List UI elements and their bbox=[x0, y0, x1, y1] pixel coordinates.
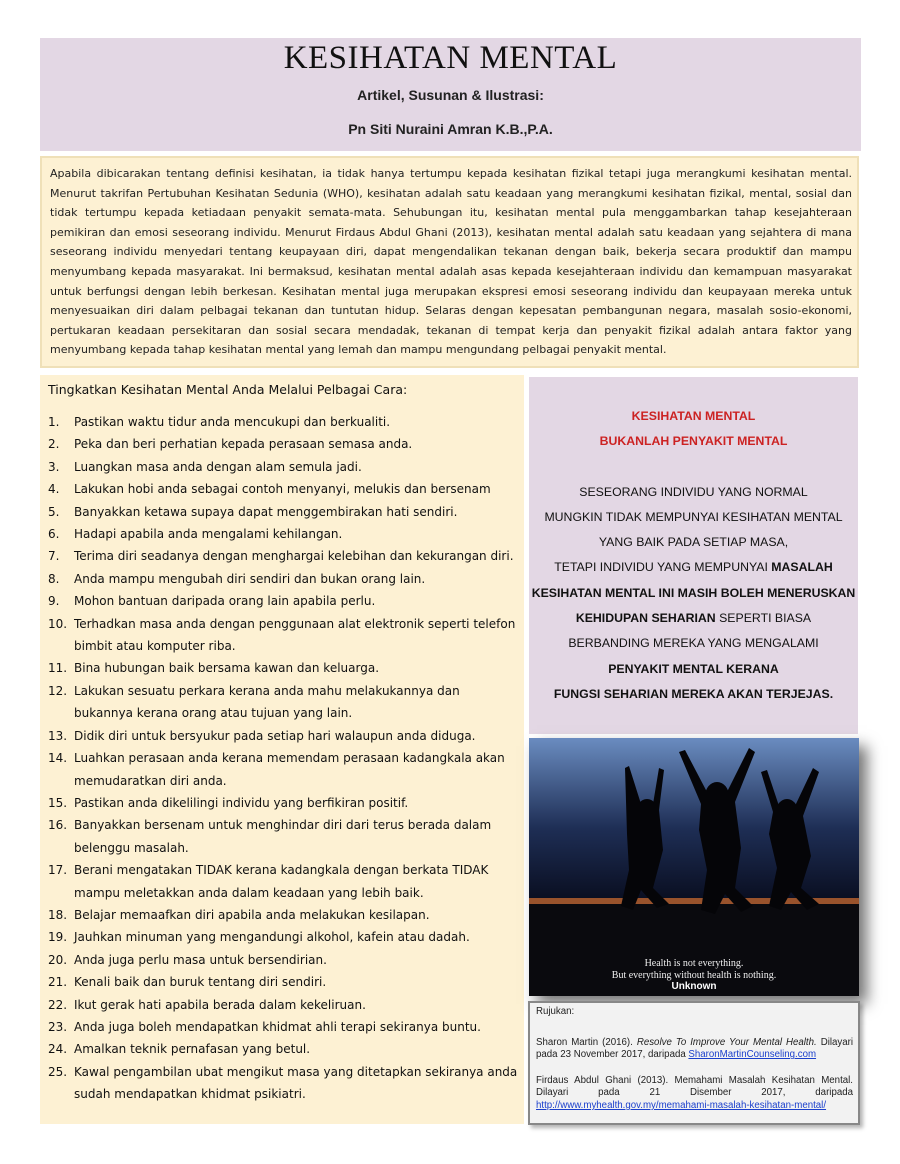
tip-number: 25. bbox=[48, 1064, 68, 1079]
callout-line-1: SESEORANG INDIVIDU YANG NORMAL bbox=[579, 484, 808, 499]
callout-line-5: KESIHATAN MENTAL INI MASIH BOLEH MENERUSKAN bbox=[531, 585, 856, 600]
tip-item bbox=[48, 411, 518, 433]
tip-item bbox=[48, 456, 518, 478]
tip-number: 24. bbox=[48, 1042, 68, 1057]
tip-text: Banyakkan ketawa supaya dapat menggembirakan hati sendiri. bbox=[74, 504, 458, 519]
tip-text: Amalkan teknik pernafasan yang betul. bbox=[74, 1042, 311, 1057]
tip-number: 15. bbox=[48, 795, 68, 810]
callout-line-6: KEHIDUPAN SEHARIAN SEPERTI BIASA bbox=[575, 611, 812, 626]
tip-number: 13. bbox=[48, 728, 68, 743]
tip-number: 9. bbox=[48, 594, 60, 609]
tip-item bbox=[48, 792, 518, 814]
quote-author: Unknown bbox=[671, 981, 717, 992]
tip-text: Ikut gerak hati apabila berada dalam kekeliruan. bbox=[74, 997, 366, 1012]
tip-text: Kenali baik dan buruk tentang diri sendiri. bbox=[74, 975, 327, 990]
tip-number: 23. bbox=[48, 1019, 68, 1034]
callout-red-line-1: KESIHATAN MENTAL bbox=[631, 409, 756, 423]
title-banner bbox=[40, 38, 861, 151]
tip-text: Anda mampu mengubah diri sendiri dan bukan orang lain. bbox=[74, 571, 426, 586]
tip-number: 22. bbox=[48, 997, 68, 1012]
tips-list bbox=[48, 411, 518, 1106]
tip-number: 21. bbox=[48, 975, 68, 990]
tip-number: 7. bbox=[48, 549, 60, 564]
reference-1: Sharon Martin (2016). Resolve To Improve Your Mental Health. Dilayari pada 23 November 2017, daripada SharonMartinCounseling.com bbox=[536, 1036, 853, 1061]
quote-line-2: But everything without health is nothing. bbox=[611, 970, 777, 981]
tip-text: Didik diri untuk bersyukur pada setiap hari walaupun anda diduga. bbox=[74, 728, 476, 743]
reference-2-link[interactable]: http://www.myhealth.gov.my/memahami-masalah-kesihatan-mental/ bbox=[536, 1099, 827, 1111]
tip-number: 6. bbox=[48, 527, 60, 542]
callout-red-line-2: BUKANLAH PENYAKIT MENTAL bbox=[599, 434, 788, 449]
tip-item bbox=[48, 1038, 518, 1060]
tip-item bbox=[48, 433, 518, 455]
tip-item bbox=[48, 926, 518, 948]
tip-item bbox=[48, 859, 518, 904]
tip-item bbox=[48, 680, 518, 725]
tip-number: 19. bbox=[48, 930, 68, 945]
tip-number: 2. bbox=[48, 437, 60, 452]
tip-number: 20. bbox=[48, 952, 68, 967]
tip-number: 8. bbox=[48, 571, 60, 586]
tip-item bbox=[48, 590, 518, 612]
tip-item bbox=[48, 971, 518, 993]
callout-line-2: MUNGKIN TIDAK MEMPUNYAI KESIHATAN MENTAL bbox=[544, 509, 843, 524]
reference-2: Firdaus Abdul Ghani (2013). Memahami Masalah Kesihatan Mental. Dilayari pada 21 Disember 2017, daripada http://www.myhealth.gov.my/memahami-masalah-kesihatan-mental/ bbox=[536, 1074, 853, 1111]
author-name: Pn Siti Nuraini Amran K.B.,P.A. bbox=[348, 121, 553, 137]
tip-item bbox=[48, 904, 518, 926]
tip-number: 3. bbox=[48, 459, 60, 474]
tip-text: Lakukan hobi anda sebagai contoh menyanyi, melukis dan bersenam bbox=[74, 482, 491, 497]
callout-line-9: FUNGSI SEHARIAN MEREKA AKAN TERJEJAS. bbox=[553, 686, 834, 701]
tip-text: Anda juga boleh mendapatkan khidmat ahli terapi sekiranya buntu. bbox=[74, 1019, 481, 1034]
tip-item bbox=[48, 501, 518, 523]
page-title: KESIHATAN MENTAL bbox=[283, 40, 618, 76]
tip-item bbox=[48, 747, 518, 792]
tip-text: Kawal pengambilan ubat mengikut masa yang ditetapkan sekiranya anda sudah mendapatkan khidmat psikiatri. bbox=[74, 1064, 518, 1102]
tip-number: 11. bbox=[48, 661, 68, 676]
tip-text: Terhadkan masa anda dengan penggunaan alat elektronik seperti telefon bimbit atau komputer riba. bbox=[74, 616, 516, 654]
tip-number: 18. bbox=[48, 907, 68, 922]
tip-item bbox=[48, 657, 518, 679]
reference-1-link[interactable]: SharonMartinCounseling.com bbox=[688, 1049, 817, 1061]
tip-text: Pastikan anda dikelilingi individu yang berfikiran positif. bbox=[74, 795, 409, 810]
tip-item bbox=[48, 545, 518, 567]
tip-item bbox=[48, 1016, 518, 1038]
quote-line-1: Health is not everything. bbox=[644, 958, 744, 969]
tip-item bbox=[48, 478, 518, 500]
intro-paragraph: Apabila dibicarakan tentang definisi kesihatan, ia tidak hanya tertumpu kepada kesihatan fizikal tetapi juga merangkumi kesihatan mental. Menurut takrifan Pertubuhan Kesihatan Sedunia (WHO), kesihatan adalah satu keadaan yang merangkumi kesihatan fizikal, mental, sosial dan tidak tertumpu kepada ketiadaan penyakit semata-mata. Sehubungan itu, kesihatan mental pula menggambarkan tahap kesejahteraan pemikiran dan emosi seseorang individu. Menurut Firdaus Abdul Ghani (2013), kesihatan mental adalah satu keadaan yang sejahtera di mana seseorang individu menyedari tentang keupayaan diri, dapat mengendalikan tekanan dengan baik, bekerja secara produktif dan mampu menyumbang kepada masyarakat. Ini bermaksud, kesihatan mental adalah asas kepada kesejahteraan individu dan kemampuan masyarakat untuk berfungsi dengan lebih berkesan. Kesihatan mental juga merupakan ekspresi emosi seseorang individu dan keupayaan mereka untuk menyesuaikan diri dalam pelbagai tekanan dan tuntutan hidup. Selaras dengan kepesatan pembangunan negara, masalah sosio-ekonomi, pertukaran keadaan persekitaran dan sosial secara mendadak, tekanan di tempat kerja dan penyakit fizikal adalah antara faktor yang menyumbang kepada tahap kesihatan mental yang lemah dan mampu mengundang pelbagai penyakit mental. bbox=[40, 156, 859, 368]
tip-number: 1. bbox=[48, 415, 60, 429]
tips-panel bbox=[40, 375, 524, 1124]
tip-text: Hadapi apabila anda mengalami kehilangan. bbox=[74, 527, 343, 542]
tip-item bbox=[48, 814, 518, 859]
callout-box bbox=[529, 377, 858, 734]
tip-number: 17. bbox=[48, 863, 68, 878]
tip-text: Luangkan masa anda dengan alam semula jadi. bbox=[74, 459, 362, 474]
tip-item bbox=[48, 613, 518, 658]
callout-line-8: PENYAKIT MENTAL KERANA bbox=[608, 661, 779, 676]
tip-text: Pastikan waktu tidur anda mencukupi dan berkualiti. bbox=[74, 415, 391, 429]
tip-text: Anda juga perlu masa untuk bersendirian. bbox=[74, 952, 327, 967]
tip-text: Banyakkan bersenam untuk menghindar diri dari terus berada dalam belenggu masalah. bbox=[74, 818, 492, 855]
tip-number: 5. bbox=[48, 504, 60, 519]
tip-number: 16. bbox=[48, 818, 68, 833]
tip-item bbox=[48, 949, 518, 971]
tip-item bbox=[48, 1061, 518, 1106]
tip-text: Peka dan beri perhatian kepada perasaan semasa anda. bbox=[74, 437, 413, 452]
tip-number: 10. bbox=[48, 616, 68, 631]
callout-line-7: BERBANDING MEREKA YANG MENGALAMI bbox=[568, 636, 819, 651]
tip-text: Bina hubungan baik bersama kawan dan keluarga. bbox=[74, 661, 380, 676]
references-title: Rujukan: bbox=[536, 1006, 575, 1017]
tip-number: 12. bbox=[48, 683, 68, 698]
byline-label: Artikel, Susunan & Ilustrasi: bbox=[357, 87, 544, 103]
tip-text: Terima diri seadanya dengan menghargai kelebihan dan kekurangan diri. bbox=[74, 549, 514, 564]
tips-heading: Tingkatkan Kesihatan Mental Anda Melalui Pelbagai Cara: bbox=[48, 382, 408, 397]
callout-line-4: TETAPI INDIVIDU YANG MEMPUNYAI MASALAH bbox=[554, 560, 833, 575]
tip-text: Jauhkan minuman yang mengandungi alkohol, kafein atau dadah. bbox=[74, 930, 470, 945]
tip-text: Berani mengatakan TIDAK kerana kadangkala dengan berkata TIDAK mampu meletakkan anda dalam keadaan yang lebih baik. bbox=[74, 863, 489, 900]
tip-text: Mohon bantuan daripada orang lain apabila perlu. bbox=[74, 594, 376, 609]
silhouette-photo bbox=[529, 738, 859, 996]
tip-item bbox=[48, 994, 518, 1016]
tip-text: Belajar memaafkan diri apabila anda melakukan kesilapan. bbox=[74, 907, 430, 922]
tip-number: 14. bbox=[48, 751, 68, 766]
tip-item bbox=[48, 523, 518, 545]
tip-item bbox=[48, 568, 518, 590]
tip-item bbox=[48, 725, 518, 747]
references-box bbox=[528, 1001, 860, 1125]
callout-line-3: YANG BAIK PADA SETIAP MASA, bbox=[598, 535, 789, 550]
tip-text: Lakukan sesuatu perkara kerana anda mahu melakukannya dan bukannya kerana orang atau tujuan yang lain. bbox=[74, 683, 460, 721]
tip-text: Luahkan perasaan anda kerana memendam perasaan kadangkala akan memudaratkan diri anda. bbox=[74, 751, 505, 788]
tip-number: 4. bbox=[48, 482, 60, 497]
